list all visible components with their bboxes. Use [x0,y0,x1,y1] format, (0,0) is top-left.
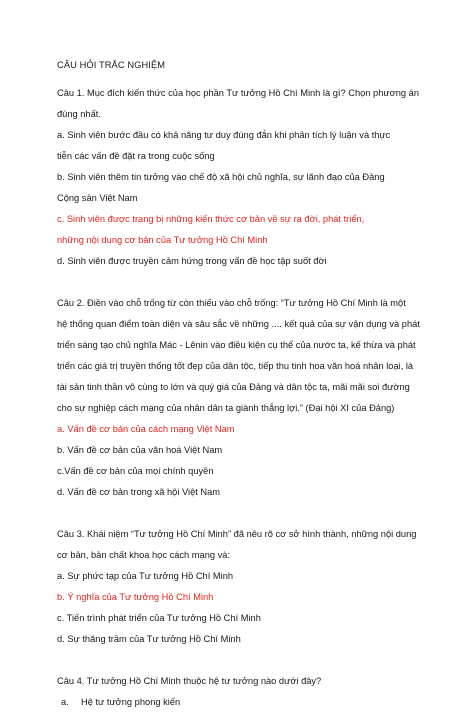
answer-option: tiễn các vấn đề đặt ra trong cuộc sống [57,151,215,161]
question-text-line: cơ bản, bản chất khoa học cách mạng và: [57,550,231,560]
question-4-text: Câu 4. Tư tưởng Hồ Chí Minh thuộc hệ tư tưởng nào dưới đây? [57,676,322,686]
answer-option: d. Sinh viên được truyền cảm hứng trong vấn đề học tập suốt đời [57,256,327,266]
document-title: CÂU HỎI TRẮC NGHIỆM [57,60,166,70]
question-3 [57,524,424,650]
question-text-line: triển các giá trị truyền thống tốt đẹp của dân tộc, tiếp thu tinh hoa văn hoá nhân loại, là [57,361,414,371]
answer-option: a. Sinh viên bước đầu có khả năng tư duy đúng đắn khi phân tích lý luận và thực [57,130,391,140]
answer-option: Cộng sản Việt Nam [57,193,138,203]
answer-option: b. Vấn đề cơ bản của văn hoá Việt Nam [57,445,223,455]
answer-option-correct: a. Vấn đề cơ bản của cách mạng Việt Nam [57,424,235,434]
question-text-line: tài sản tinh thần vô cùng to lớn và quý giá của Đảng và dân tộc ta, mãi mãi soi đường [57,382,410,392]
answer-option: b. Sinh viên thêm tin tưởng vào chế độ xã hội chủ nghĩa, sự lãnh đạo của Đảng [57,172,385,182]
question-2 [57,293,424,503]
answer-option: a. Sự phức tạp của Tư tưởng Hồ Chí Minh [57,571,234,581]
question-text-line: triển sáng tạo chủ nghĩa Mác - Lênin vào điều kiện cụ thể của nước ta, kế thừa và phát [57,340,416,350]
question-4-option-a [57,692,424,713]
question-1 [57,83,424,272]
answer-option-correct: những nội dung cơ bản của Tư tưởng Hồ Chí Minh [57,235,268,245]
question-text-line: cho sự nghiệp cách mạng của nhân dân ta giành thắng lợi.” (Đại hội XI của Đảng) [57,403,395,413]
answer-option: d. Vấn đề cơ bản trong xã hội Việt Nam [57,487,221,497]
answer-option: c. Tiến trình phát triển của Tư tưởng Hồ Chí Minh [57,613,261,623]
question-text-line: Câu 3. Khái niệm “Tư tưởng Hồ Chí Minh” đã nêu rõ cơ sở hình thành, những nội dung [57,529,417,539]
option-marker: a. [61,697,69,707]
question-text-line: Câu 1. Mục đích kiến thức của học phần Tư tưởng Hồ Chí Minh là gì? Chọn phương án [57,88,419,98]
question-text-line: đúng nhất. [57,109,101,119]
answer-option-correct: c. Sinh viên được trang bị những kiến thức cơ bản về sự ra đời, phát triển, [57,214,365,224]
question-text-line: Câu 2. Điền vào chỗ trống từ còn thiếu vào chỗ trống: “Tư tưởng Hồ Chí Minh là một [57,298,406,308]
question-4 [57,671,424,713]
option-text: Hệ tư tưởng phong kiến [81,697,181,707]
answer-option-correct: b. Ý nghĩa của Tư tưởng Hồ Chí Minh [57,592,214,602]
question-list [57,83,424,650]
answer-option: c.Vấn đề cơ bản của mọi chính quyền [57,466,214,476]
answer-option: d. Sự thăng trầm của Tư tưởng Hồ Chí Minh [57,634,241,644]
question-text-line: hệ thống quan điểm toàn diện và sâu sắc về những .... kết quả của sự vận dụng và phát [57,319,420,329]
